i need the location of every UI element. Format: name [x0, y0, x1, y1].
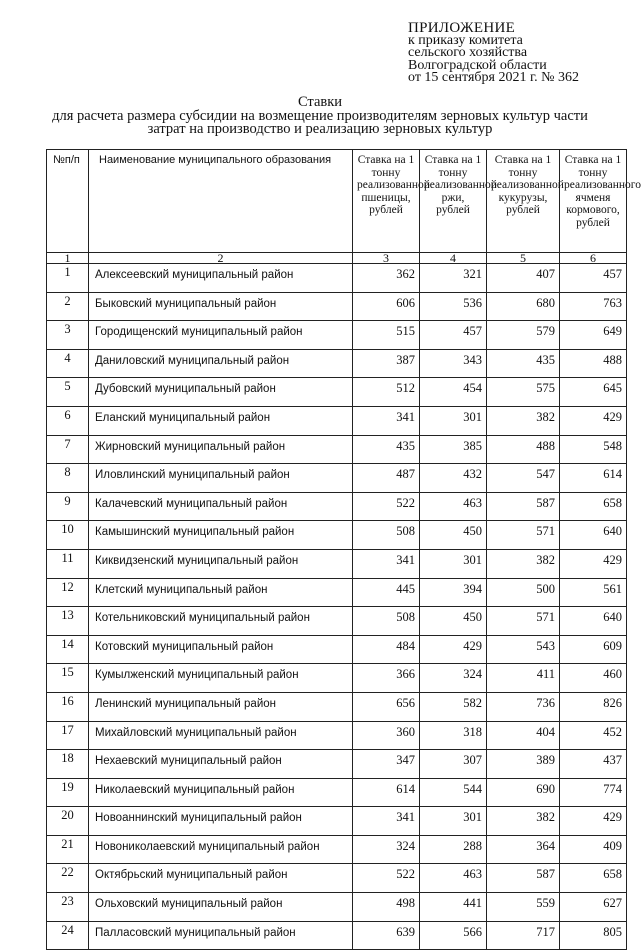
table-row — [47, 664, 627, 693]
rye-rate: 441 — [420, 893, 487, 922]
rates-table — [46, 149, 641, 950]
row-number: 12 — [47, 578, 89, 607]
table-row — [47, 635, 627, 664]
corn-rate: 389 — [487, 750, 560, 779]
corn-rate: 382 — [487, 807, 560, 836]
corn-rate: 543 — [487, 635, 560, 664]
municipality-name: Новоаннинский муниципальный район — [89, 807, 353, 836]
municipality-name: Котовский муниципальный район — [89, 635, 353, 664]
wheat-rate: 498 — [353, 893, 420, 922]
municipality-name: Октябрьский муниципальный район — [89, 864, 353, 893]
corn-rate: 407 — [487, 264, 560, 293]
rye-rate: 394 — [420, 578, 487, 607]
table-row — [47, 864, 627, 893]
column-number: 5 — [487, 253, 560, 264]
municipality-name: Даниловский муниципальный район — [89, 349, 353, 378]
row-number: 9 — [47, 492, 89, 521]
municipality-name: Быковский муниципальный район — [89, 292, 353, 321]
wheat-rate: 487 — [353, 464, 420, 493]
table-row — [47, 893, 627, 922]
corn-rate: 411 — [487, 664, 560, 693]
appendix-block — [408, 22, 633, 85]
row-number: 18 — [47, 750, 89, 779]
table-row — [47, 549, 627, 578]
municipality-name: Еланский муниципальный район — [89, 406, 353, 435]
appendix-line: Волгоградской области — [408, 57, 547, 73]
table-row — [47, 835, 627, 864]
row-number: 1 — [47, 264, 89, 293]
rye-rate: 450 — [420, 521, 487, 550]
table-row — [47, 921, 627, 950]
barley-rate: 437 — [560, 750, 627, 779]
rye-rate: 301 — [420, 549, 487, 578]
municipality-name: Алексеевский муниципальный район — [89, 264, 353, 293]
corn-rate: 575 — [487, 378, 560, 407]
header-wheat-rate: Ставка на 1 тонну реализованной пшеницы, рублей — [353, 150, 420, 253]
table-row — [47, 292, 627, 321]
appendix-line: от 15 сентября 2021 г. № 362 — [408, 70, 579, 85]
barley-rate: 627 — [560, 893, 627, 922]
row-number: 23 — [47, 893, 89, 922]
wheat-rate: 341 — [353, 406, 420, 435]
barley-rate: 488 — [560, 349, 627, 378]
barley-rate: 609 — [560, 635, 627, 664]
corn-rate: 488 — [487, 435, 560, 464]
row-number: 16 — [47, 692, 89, 721]
corn-rate: 680 — [487, 292, 560, 321]
corn-rate: 547 — [487, 464, 560, 493]
row-number: 21 — [47, 835, 89, 864]
barley-rate: 645 — [560, 378, 627, 407]
municipality-name: Николаевский муниципальный район — [89, 778, 353, 807]
rye-rate: 324 — [420, 664, 487, 693]
municipality-name: Ленинский муниципальный район — [89, 692, 353, 721]
corn-rate: 435 — [487, 349, 560, 378]
column-number: 2 — [89, 253, 353, 264]
rye-rate: 457 — [420, 321, 487, 350]
corn-rate: 404 — [487, 721, 560, 750]
barley-rate: 805 — [560, 921, 627, 950]
row-number: 6 — [47, 406, 89, 435]
municipality-name: Иловлинский муниципальный район — [89, 464, 353, 493]
table-row — [47, 578, 627, 607]
wheat-rate: 508 — [353, 521, 420, 550]
municipality-name: Дубовский муниципальный район — [89, 378, 353, 407]
corn-rate: 736 — [487, 692, 560, 721]
wheat-rate: 484 — [353, 635, 420, 664]
barley-rate: 640 — [560, 607, 627, 636]
wheat-rate: 508 — [353, 607, 420, 636]
column-number: 1 — [47, 253, 89, 264]
barley-rate: 561 — [560, 578, 627, 607]
barley-rate: 649 — [560, 321, 627, 350]
wheat-rate: 445 — [353, 578, 420, 607]
rye-rate: 301 — [420, 807, 487, 836]
barley-rate: 774 — [560, 778, 627, 807]
wheat-rate: 522 — [353, 864, 420, 893]
barley-rate: 826 — [560, 692, 627, 721]
wheat-rate: 362 — [353, 264, 420, 293]
wheat-rate: 341 — [353, 807, 420, 836]
corn-rate: 382 — [487, 549, 560, 578]
rye-rate: 307 — [420, 750, 487, 779]
barley-rate: 429 — [560, 807, 627, 836]
rye-rate: 463 — [420, 864, 487, 893]
municipality-name: Городищенский муниципальный район — [89, 321, 353, 350]
rye-rate: 321 — [420, 264, 487, 293]
row-number: 13 — [47, 607, 89, 636]
header-barley-rate: Ставка на 1 тонну реализованного ячменя кормового, рублей — [560, 150, 627, 253]
wheat-rate: 435 — [353, 435, 420, 464]
corn-rate: 717 — [487, 921, 560, 950]
municipality-name: Новониколаевский муниципальный район — [89, 835, 353, 864]
corn-rate: 571 — [487, 607, 560, 636]
barley-rate: 658 — [560, 492, 627, 521]
rye-rate: 301 — [420, 406, 487, 435]
wheat-rate: 387 — [353, 349, 420, 378]
wheat-rate: 515 — [353, 321, 420, 350]
municipality-name: Михайловский муниципальный район — [89, 721, 353, 750]
row-number: 17 — [47, 721, 89, 750]
title-line: для расчета размера субсидии на возмещение производителям зерновых культур части — [52, 107, 588, 124]
barley-rate: 429 — [560, 406, 627, 435]
row-number: 22 — [47, 864, 89, 893]
table-row — [47, 378, 627, 407]
table-row — [47, 750, 627, 779]
rye-rate: 343 — [420, 349, 487, 378]
row-number: 7 — [47, 435, 89, 464]
municipality-name: Палласовский муниципальный район — [89, 921, 353, 950]
wheat-rate: 522 — [353, 492, 420, 521]
corn-rate: 382 — [487, 406, 560, 435]
column-number-row — [47, 253, 627, 264]
municipality-name: Жирновский муниципальный район — [89, 435, 353, 464]
table-row — [47, 435, 627, 464]
barley-rate: 658 — [560, 864, 627, 893]
barley-rate: 457 — [560, 264, 627, 293]
wheat-rate: 347 — [353, 750, 420, 779]
municipality-name: Камышинский муниципальный район — [89, 521, 353, 550]
row-number: 15 — [47, 664, 89, 693]
corn-rate: 579 — [487, 321, 560, 350]
corn-rate: 690 — [487, 778, 560, 807]
corn-rate: 364 — [487, 835, 560, 864]
table-row — [47, 778, 627, 807]
document-title — [0, 96, 640, 137]
column-number: 6 — [560, 253, 627, 264]
appendix-heading: ПРИЛОЖЕНИЕ — [408, 20, 516, 36]
column-number: 3 — [353, 253, 420, 264]
municipality-name: Киквидзенский муниципальный район — [89, 549, 353, 578]
header-corn-rate: Ставка на 1 тонну реализованной кукурузы, рублей — [487, 150, 560, 253]
corn-rate: 500 — [487, 578, 560, 607]
table-row — [47, 492, 627, 521]
title-line: Ставки — [297, 94, 343, 110]
wheat-rate: 366 — [353, 664, 420, 693]
row-number: 3 — [47, 321, 89, 350]
row-number: 14 — [47, 635, 89, 664]
row-number: 5 — [47, 378, 89, 407]
rye-rate: 318 — [420, 721, 487, 750]
row-number: 19 — [47, 778, 89, 807]
table-row — [47, 607, 627, 636]
municipality-name: Калачевский муниципальный район — [89, 492, 353, 521]
barley-rate: 763 — [560, 292, 627, 321]
table-row — [47, 692, 627, 721]
table-row — [47, 807, 627, 836]
barley-rate: 452 — [560, 721, 627, 750]
rye-rate: 450 — [420, 607, 487, 636]
barley-rate: 640 — [560, 521, 627, 550]
municipality-name: Кумылженский муниципальный район — [89, 664, 353, 693]
wheat-rate: 656 — [353, 692, 420, 721]
header-number: №п/п — [47, 150, 89, 253]
rye-rate: 582 — [420, 692, 487, 721]
row-number: 8 — [47, 464, 89, 493]
rye-rate: 385 — [420, 435, 487, 464]
wheat-rate: 614 — [353, 778, 420, 807]
barley-rate: 548 — [560, 435, 627, 464]
table-row — [47, 321, 627, 350]
row-number: 10 — [47, 521, 89, 550]
rye-rate: 288 — [420, 835, 487, 864]
rye-rate: 429 — [420, 635, 487, 664]
rye-rate: 544 — [420, 778, 487, 807]
rye-rate: 432 — [420, 464, 487, 493]
barley-rate: 429 — [560, 549, 627, 578]
municipality-name: Клетский муниципальный район — [89, 578, 353, 607]
wheat-rate: 360 — [353, 721, 420, 750]
row-number: 4 — [47, 349, 89, 378]
wheat-rate: 639 — [353, 921, 420, 950]
barley-rate: 614 — [560, 464, 627, 493]
appendix-line: к приказу комитета — [408, 32, 523, 48]
appendix-line: сельского хозяйства — [408, 45, 528, 60]
rye-rate: 536 — [420, 292, 487, 321]
wheat-rate: 324 — [353, 835, 420, 864]
barley-rate: 460 — [560, 664, 627, 693]
rye-rate: 463 — [420, 492, 487, 521]
header-municipality: Наименование муниципального образования — [89, 150, 353, 253]
wheat-rate: 341 — [353, 549, 420, 578]
municipality-name: Ольховский муниципальный район — [89, 893, 353, 922]
corn-rate: 587 — [487, 864, 560, 893]
barley-rate: 409 — [560, 835, 627, 864]
table-row — [47, 721, 627, 750]
column-number: 4 — [420, 253, 487, 264]
row-number: 11 — [47, 549, 89, 578]
title-line: затрат на производство и реализацию зерновых культур — [147, 121, 493, 137]
corn-rate: 559 — [487, 893, 560, 922]
header-rye-rate: Ставка на 1 тонну реализованной ржи, рублей — [420, 150, 487, 253]
table-row — [47, 264, 627, 293]
table-header-row — [47, 150, 627, 253]
table-row — [47, 406, 627, 435]
municipality-name: Нехаевский муниципальный район — [89, 750, 353, 779]
table-row — [47, 464, 627, 493]
rye-rate: 454 — [420, 378, 487, 407]
table-row — [47, 349, 627, 378]
table-body — [47, 264, 627, 950]
row-number: 24 — [47, 921, 89, 950]
wheat-rate: 512 — [353, 378, 420, 407]
corn-rate: 571 — [487, 521, 560, 550]
table-row — [47, 521, 627, 550]
wheat-rate: 606 — [353, 292, 420, 321]
municipality-name: Котельниковский муниципальный район — [89, 607, 353, 636]
corn-rate: 587 — [487, 492, 560, 521]
row-number: 2 — [47, 292, 89, 321]
row-number: 20 — [47, 807, 89, 836]
rye-rate: 566 — [420, 921, 487, 950]
